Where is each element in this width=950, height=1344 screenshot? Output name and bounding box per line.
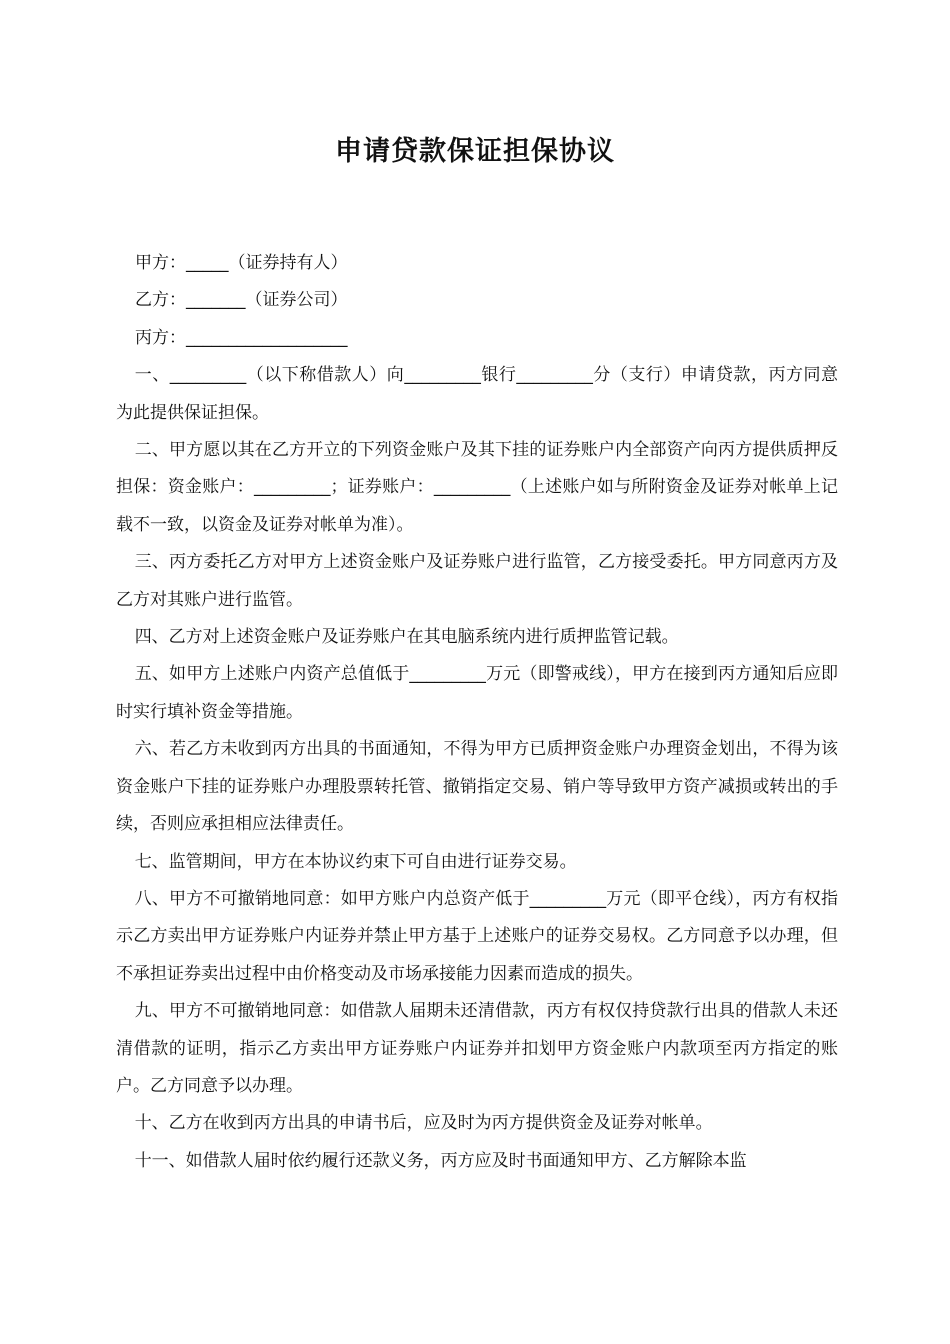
clause-2: 二、甲方愿以其在乙方开立的下列资金账户及其下挂的证券账户内全部资产向丙方提供质押反担保：资金账户：_________；证券账户：_________（上述账户如与所附资金及证券对帐单上记载不一致，以资金及证券对帐单为准）。 xyxy=(116,440,838,535)
clause-9: 九、甲方不可撤销地同意：如借款人届期未还清借款，丙方有权仅持贷款行出具的借款人未还清借款的证明，指示乙方卖出甲方证券账户内证券并扣划甲方资金账户内款项至丙方指定的账户。乙方同意予以办理。 xyxy=(116,1001,838,1096)
clause-10: 十、乙方在收到丙方出具的申请书后，应及时为丙方提供资金及证券对帐单。 xyxy=(134,1113,713,1134)
clause-1: 一、_________（以下称借款人）向_________银行_________分（支行）申请贷款，丙方同意为此提供保证担保。 xyxy=(116,365,838,423)
party-a-line: 甲方：_____（证券持有人） xyxy=(135,253,348,273)
clause-4: 四、乙方对上述资金账户及证券账户在其电脑系统内进行质押监管记载。 xyxy=(134,627,679,648)
document-title: 申请贷款保证担保协议 xyxy=(335,136,615,167)
party-b-line: 乙方：_______（证券公司） xyxy=(135,290,348,311)
clause-3: 三、丙方委托乙方对甲方上述资金账户及证券账户进行监管，乙方接受委托。甲方同意丙方及乙方对其账户进行监管。 xyxy=(116,552,838,610)
clause-11: 十一、如借款人届时依约履行还款义务，丙方应及时书面通知甲方、乙方解除本监 xyxy=(134,1150,747,1171)
clause-5: 五、如甲方上述账户内资产总值低于_________万元（即警戒线），甲方在接到丙方通知后应即时实行填补资金等措施。 xyxy=(116,664,838,722)
party-c-line: 丙方：___________________ xyxy=(135,327,348,348)
document-body xyxy=(116,245,838,1180)
clause-8: 八、甲方不可撤销地同意：如甲方账户内总资产低于_________万元（即平仓线），丙方有权指示乙方卖出甲方证券账户内证券并禁止甲方基于上述账户的证券交易权。乙方同意予以办理，但不承担证券卖出过程中由价格变动及市场承接能力因素而造成的损失。 xyxy=(116,888,838,984)
clause-6: 六、若乙方未收到丙方出具的书面通知，不得为甲方已质押资金账户办理资金划出，不得为该资金账户下挂的证券账户办理股票转托管、撤销指定交易、销户等导致甲方资产减损或转出的手续，否则应承担相应法律责任。 xyxy=(116,739,838,835)
clause-7: 七、监管期间，甲方在本协议约束下可自由进行证券交易。 xyxy=(134,851,577,872)
